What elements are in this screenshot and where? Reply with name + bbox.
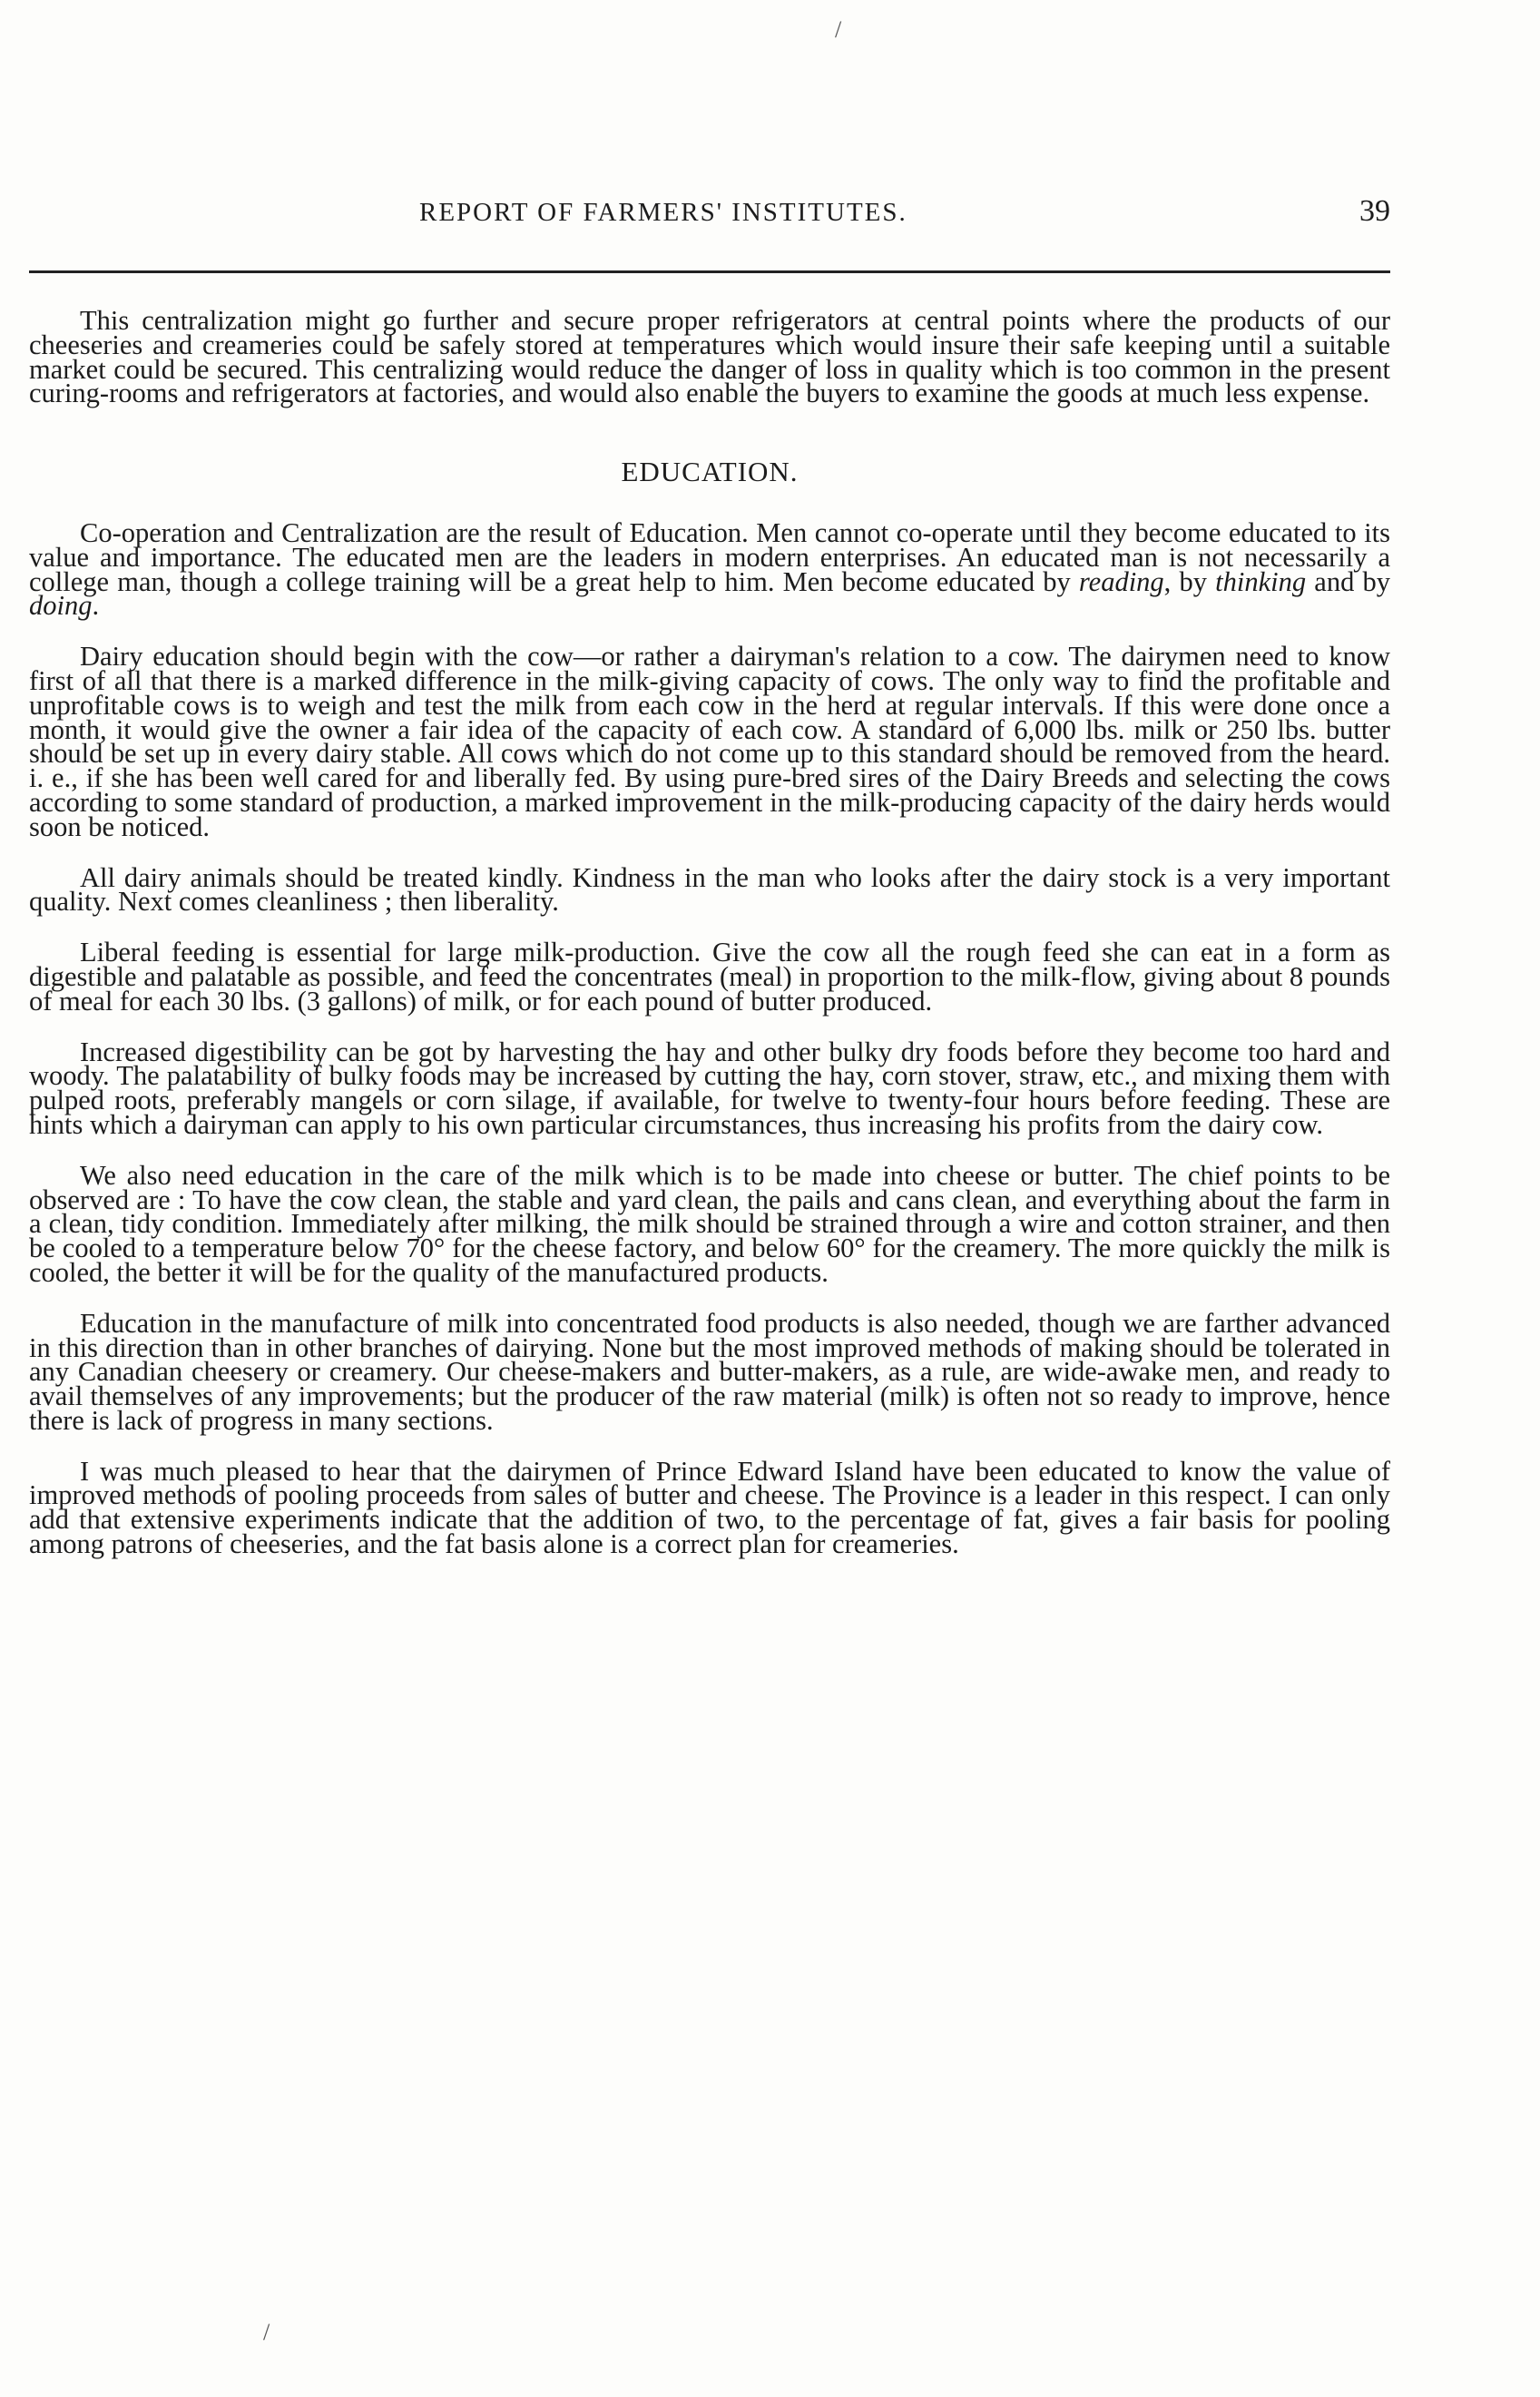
- italic-thinking: thinking: [1215, 565, 1307, 597]
- paragraph-prince-edward-island: I was much pleased to hear that the dairymen of Prince Edward Island have been educated to know the value of improved methods of pooling proceeds from sales of butter and cheese. The Province is a leader in this respect. I can only add that extensive experiments indicate that the addition of two, to the percentage of fat, gives a fair basis for pooling among patrons of cheeseries, and the fat basis alone is a correct plan for creameries.: [29, 1455, 1390, 1560]
- paragraph-care-of-milk: We also need education in the care of the milk which is to be made into cheese or butter. The chief points to be observed are : To have the cow clean, the stable and yard clean, the pails and cans clean, and everything about the farm in a clean, tidy condition. Immediately after milking, the milk should be strained through a wire and cotton strainer, and then be cooled to a temperature below 70° for the cheese factory, and below 60° for the creamery. The more quickly the milk is cooled, the better it will be for the quality of the manufactured products.: [29, 1159, 1390, 1288]
- paragraph-text: Co-operation and Centralization are the result of Education. Men cannot co-operate until they become educated to its value and importance. The educated men are the leaders in modern enterprises. An educated man is not necessarily a college man, though a college training will be a great help to him. Men become educated by: [29, 516, 1390, 597]
- paragraph-text: , by: [1163, 565, 1216, 597]
- paragraph-dairy-education: Dairy education should begin with the cow—or rather a dairyman's relation to a cow. The dairymen need to know first of all that there is a marked difference in the milk-giving capacity of cows. The only way to find the profitable and unprofitable cows is to weigh and test the milk from each cow in the herd at regular intervals. If this were done once a month, it would give the owner a fair idea of the capacity of each cow. A standard of 6,000 lbs. milk or 250 lbs. butter should be set up in every dairy stable. All cows which do not come up to this standard should be removed from the heard. i. e., if she has been well cared for and liberally fed. By using pure-bred sires of the Dairy Breeds and selecting the cows according to some standard of production, a marked improvement in the milk-producing capacity of the dairy herds would soon be noticed.: [29, 641, 1390, 842]
- page-header: [29, 194, 1390, 238]
- paragraph-digestibility: Increased digestibility can be got by harvesting the hay and other bulky dry foods before they become too hard and woody. The palatability of bulky foods may be increased by cutting the hay, corn stover, straw, etc., and mixing them with pulped roots, preferably mangels or corn silage, if available, for twelve to twenty-four hours before feeding. These are hints which a dairyman can apply to his own particular circumstances, thus increasing his profits from the dairy cow.: [29, 1036, 1390, 1140]
- section-heading-education: EDUCATION.: [621, 456, 799, 488]
- running-head-title: REPORT OF FARMERS' INSTITUTES.: [419, 198, 907, 227]
- scan-mark-bottom: /: [263, 2319, 270, 2345]
- paragraph-liberal-feeding: Liberal feeding is essential for large milk-production. Give the cow all the rough feed she can eat in a form as digestible and palatable as possible, and feed the concentrates (meal) in proportion to the milk-flow, giving about 8 pounds of meal for each 30 lbs. (3 gallons) of milk, or for each pound of butter produced.: [29, 937, 1390, 1017]
- scan-mark-top: /: [835, 16, 842, 43]
- page-number: 39: [1359, 194, 1390, 228]
- paragraph-manufacture: Education in the manufacture of milk into concentrated food products is also needed, though we are farther advanced in this direction than in other branches of dairying. None but the most improved methods of making should be tolerated in any Canadian cheesery or creamery. Our cheese-makers and butter-makers, as a rule, are wide-awake men, and ready to avail themselves of any improvements; but the producer of the raw material (milk) is often not so ready to improve, hence there is lack of progress in many sections.: [29, 1307, 1390, 1436]
- italic-reading: reading: [1078, 565, 1164, 597]
- paragraph-text: .: [92, 590, 100, 622]
- paragraph-text: and by: [1306, 565, 1390, 597]
- paragraph-kindness: All dairy animals should be treated kindly. Kindness in the man who looks after the dairy stock is a very important quality. Next comes cleanliness ; then liberality.: [29, 861, 1390, 918]
- paragraph-centralization: This centralization might go further and secure proper refrigerators at central points where the products of our cheeseries and creameries could be safely stored at temperatures which would insure their safe keeping until a suitable market could be secured. This centralizing would reduce the danger of loss in quality which is too common in the present curing-rooms and refrigerators at factories, and would also enable the buyers to examine the goods at much less expense.: [29, 305, 1390, 409]
- italic-doing: doing: [29, 590, 93, 622]
- paragraph-education-intro: [29, 516, 1390, 622]
- body-text: [29, 305, 1390, 1560]
- header-rule: [29, 270, 1390, 273]
